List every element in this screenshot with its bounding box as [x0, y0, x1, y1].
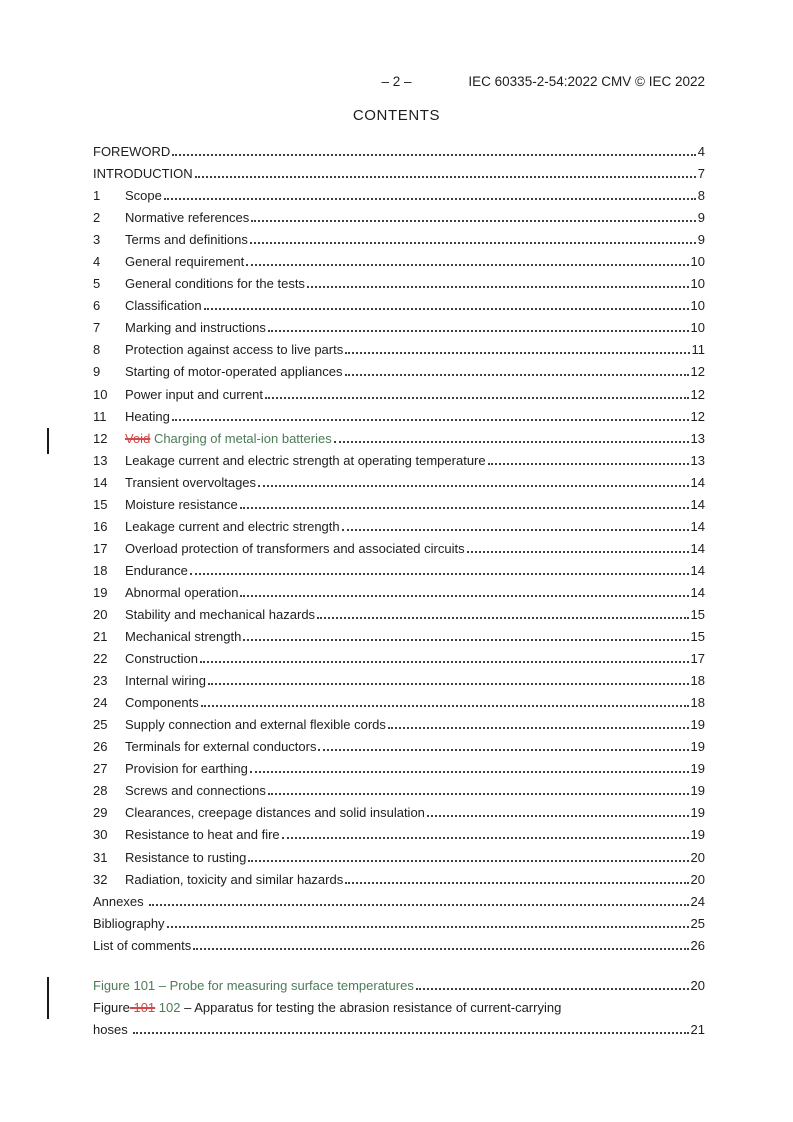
dot-leader: [251, 220, 695, 222]
dot-leader: [307, 286, 689, 288]
page-header: [88, 74, 705, 92]
figure-entry: [93, 1019, 705, 1041]
page-number: 10: [690, 254, 705, 270]
entry-title: [125, 428, 332, 450]
entry-text: Moisture resistance: [125, 496, 238, 512]
entry-title: [125, 339, 343, 361]
entry-title: [125, 295, 202, 317]
page-number: 19: [690, 739, 705, 755]
dot-leader: [200, 661, 689, 663]
toc-entry: [93, 582, 705, 604]
clause-number: 27: [93, 761, 108, 777]
clause-number: 23: [93, 673, 108, 689]
page-number: 20: [690, 871, 705, 887]
entry-title: [125, 626, 241, 648]
clause-number: 1: [93, 188, 101, 204]
header-page-number: – 2 –: [381, 74, 412, 89]
entry-text: Resistance to rusting: [125, 849, 247, 865]
clause-number: 28: [93, 783, 108, 799]
page-number: 26: [690, 937, 705, 953]
entry-title: [93, 913, 165, 935]
dot-leader: [204, 308, 689, 310]
dot-leader: [268, 330, 689, 332]
entry-text: Overload protection of transformers and associated circuits: [125, 540, 465, 556]
toc-entry: [93, 494, 705, 516]
dot-leader: [342, 529, 689, 531]
entry-title: [125, 273, 305, 295]
page-number: 17: [690, 651, 705, 667]
dot-leader: [246, 264, 688, 266]
entry-title: [93, 891, 147, 913]
toc-entry: [93, 339, 705, 361]
entry-title: [125, 714, 386, 736]
clause-number: 5: [93, 276, 101, 292]
table-of-contents: [93, 141, 705, 957]
entry-title: [125, 736, 316, 758]
entry-title: [93, 141, 170, 163]
clause-number: 13: [93, 452, 108, 468]
clause-number: 32: [93, 871, 108, 887]
entry-title: [125, 516, 340, 538]
clause-number: 15: [93, 496, 108, 512]
figure-list: [93, 975, 705, 1041]
page-number: 10: [690, 298, 705, 314]
toc-entry: [93, 295, 705, 317]
clause-number: 19: [93, 584, 108, 600]
dot-leader: [488, 463, 689, 465]
dot-leader: [318, 749, 688, 751]
clause-number: 25: [93, 717, 108, 733]
inserted-text: Charging of metal-ion batteries: [153, 430, 332, 446]
page-number: 19: [690, 827, 705, 843]
clause-number: 12: [93, 430, 108, 446]
entry-text: Endurance: [125, 562, 188, 578]
clause-number: 6: [93, 298, 101, 314]
toc-entry: [93, 450, 705, 472]
clause-number: 17: [93, 540, 108, 556]
entry-text: Radiation, toxicity and similar hazards: [125, 871, 344, 887]
toc-entry: [93, 692, 705, 714]
toc-entry: [93, 604, 705, 626]
deleted-text: 101: [129, 1000, 156, 1016]
page-number: 12: [690, 386, 705, 402]
clause-number: 30: [93, 827, 108, 843]
entry-text: Leakage current and electric strength at operating temperature: [125, 452, 486, 468]
entry-text: Components: [125, 695, 199, 711]
page-number: 20: [690, 849, 705, 865]
toc-entry: [93, 251, 705, 273]
entry-text: Annexes: [93, 893, 148, 909]
clause-number: 26: [93, 739, 108, 755]
page-number: 12: [690, 408, 705, 424]
page-number: 24: [690, 893, 705, 909]
toc-entry: [93, 185, 705, 207]
deleted-text: Void: [125, 430, 151, 446]
page-number: 14: [690, 562, 705, 578]
entry-title: [125, 582, 238, 604]
dot-leader: [268, 793, 689, 795]
page-number: 14: [690, 540, 705, 556]
entry-text: Starting of motor-operated appliances: [125, 364, 343, 380]
page-number: 21: [690, 1022, 705, 1038]
toc-entry: [93, 273, 705, 295]
clause-number: 10: [93, 386, 108, 402]
entry-text: Transient overvoltages: [125, 474, 257, 490]
toc-entry: [93, 560, 705, 582]
clause-number: 31: [93, 849, 108, 865]
entry-title: [125, 361, 343, 383]
entry-text: hoses: [93, 1022, 132, 1038]
entry-title: [125, 406, 170, 428]
toc-entry: [93, 869, 705, 891]
clause-number: 22: [93, 651, 108, 667]
toc-entry: [93, 648, 705, 670]
page-number: 15: [690, 606, 705, 622]
page-number: 19: [690, 761, 705, 777]
toc-entry: [93, 736, 705, 758]
page-number: 7: [697, 166, 705, 182]
entry-title: [125, 494, 238, 516]
toc-entry: [93, 780, 705, 802]
change-bar: [47, 428, 49, 454]
toc-entry: [93, 714, 705, 736]
toc-entry: [93, 428, 705, 450]
clause-number: 8: [93, 342, 101, 358]
page-number: 8: [697, 188, 705, 204]
toc-entry: [93, 207, 705, 229]
toc-entry: [93, 935, 705, 957]
dot-leader: [317, 617, 688, 619]
entry-text: Heating: [125, 408, 170, 424]
dot-leader: [172, 154, 695, 156]
entry-text: Figure: [93, 1000, 130, 1016]
toc-entry: [93, 141, 705, 163]
dot-leader: [133, 1032, 688, 1034]
figure-entry: [93, 975, 705, 997]
entry-text: List of comments: [93, 937, 192, 953]
entry-text: Scope: [125, 188, 162, 204]
entry-title: [93, 975, 414, 997]
page-number: 20: [690, 978, 705, 993]
entry-text: Marking and instructions: [125, 320, 266, 336]
clause-number: 3: [93, 232, 101, 248]
entry-text: Terms and definitions: [125, 232, 248, 248]
toc-entry: [93, 670, 705, 692]
entry-text: Clearances, creepage distances and solid insulation: [125, 805, 425, 821]
clause-number: 9: [93, 364, 101, 380]
entry-title: [125, 780, 266, 802]
page-number: 12: [690, 364, 705, 380]
dot-leader: [240, 595, 688, 597]
entry-text: Supply connection and external flexible cords: [125, 717, 386, 733]
page-number: 13: [690, 430, 705, 446]
clause-number: 11: [93, 408, 107, 424]
page-number: 15: [690, 629, 705, 645]
entry-title: [93, 997, 561, 1019]
entry-text: Leakage current and electric strength: [125, 518, 340, 534]
entry-text: Mechanical strength: [125, 629, 242, 645]
toc-entry: [93, 758, 705, 780]
dot-leader: [240, 507, 689, 509]
dot-leader: [190, 573, 689, 575]
entry-text: Power input and current: [125, 386, 264, 402]
page-number: 14: [690, 518, 705, 534]
entry-text: Construction: [125, 651, 198, 667]
dot-leader: [258, 485, 689, 487]
clause-number: 16: [93, 518, 108, 534]
toc-entry: [93, 163, 705, 185]
toc-entry: [93, 317, 705, 339]
page-number: 18: [690, 673, 705, 689]
page-number: 19: [690, 717, 705, 733]
dot-leader: [282, 837, 689, 839]
dot-leader: [345, 352, 689, 354]
toc-entry: [93, 802, 705, 824]
dot-leader: [172, 419, 689, 421]
entry-text: Stability and mechanical hazards: [125, 606, 316, 622]
toc-entry: [93, 516, 705, 538]
clause-number: 4: [93, 254, 101, 270]
clause-number: 24: [93, 695, 108, 711]
dot-leader: [265, 397, 689, 399]
figure-entry: [93, 997, 705, 1019]
toc-entry: [93, 913, 705, 935]
toc-entry: [93, 406, 705, 428]
dot-leader: [250, 771, 689, 773]
dot-leader: [149, 904, 688, 906]
dot-leader: [243, 639, 688, 641]
dot-leader: [345, 882, 688, 884]
entry-text: Protection against access to live parts: [125, 342, 344, 358]
toc-entry: [93, 472, 705, 494]
dot-leader: [248, 860, 688, 862]
page-number: 25: [690, 915, 705, 931]
dot-leader: [195, 176, 696, 178]
clause-number: 29: [93, 805, 108, 821]
toc-entry: [93, 824, 705, 846]
clause-number: 20: [93, 606, 108, 622]
entry-title: [125, 185, 162, 207]
page-number: 14: [690, 496, 705, 512]
page-number: 10: [690, 276, 705, 292]
entry-text: FOREWORD: [93, 144, 171, 159]
dot-leader: [208, 683, 689, 685]
entry-title: [125, 560, 188, 582]
entry-text: Internal wiring: [125, 673, 206, 689]
entry-title: [125, 384, 263, 406]
entry-title: [125, 472, 256, 494]
entry-text: Abnormal operation: [125, 584, 239, 600]
entry-title: [93, 163, 193, 185]
entry-title: [125, 450, 486, 472]
dot-leader: [250, 242, 696, 244]
entry-title: [125, 692, 199, 714]
dot-leader: [467, 551, 689, 553]
clause-number: 7: [93, 320, 101, 336]
clause-number: 21: [93, 629, 108, 645]
page-number: 9: [697, 232, 705, 248]
entry-title: [125, 317, 266, 339]
page-number: 14: [690, 474, 705, 490]
inserted-text: Figure 101 – Probe for measuring surface temperatures: [93, 978, 414, 993]
dot-leader: [164, 198, 696, 200]
dot-leader: [201, 705, 689, 707]
entry-title: [93, 1019, 131, 1041]
dot-leader: [334, 441, 689, 443]
entry-text: Screws and connections: [125, 783, 266, 799]
toc-entry: [93, 384, 705, 406]
page-number: 19: [690, 783, 705, 799]
page-number: 14: [690, 584, 705, 600]
entry-title: [125, 604, 315, 626]
header-doc-reference: IEC 60335-2-54:2022 CMV © IEC 2022: [468, 74, 705, 89]
toc-entry: [93, 361, 705, 383]
entry-title: [93, 935, 191, 957]
change-bar: [47, 977, 49, 1019]
entry-title: [125, 869, 343, 891]
entry-title: [125, 538, 465, 560]
toc-entry: [93, 538, 705, 560]
entry-title: [125, 229, 248, 251]
toc-entry: [93, 847, 705, 869]
page-number: 19: [690, 805, 705, 821]
entry-title: [125, 802, 425, 824]
entry-text: Resistance to heat and fire: [125, 827, 280, 843]
dot-leader: [167, 926, 689, 928]
entry-text: – Apparatus for testing the abrasion resistance of current-carrying: [180, 1000, 562, 1016]
entry-title: [125, 758, 248, 780]
entry-text: General requirement: [125, 254, 245, 270]
dot-leader: [416, 988, 689, 990]
page-number: 9: [697, 210, 705, 226]
entry-title: [125, 847, 246, 869]
entry-text: Classification: [125, 298, 202, 314]
dot-leader: [345, 374, 689, 376]
entry-text: Bibliography: [93, 915, 165, 931]
page-number: 13: [690, 452, 705, 468]
page-number: 18: [690, 695, 705, 711]
entry-title: [125, 824, 280, 846]
clause-number: 14: [93, 474, 108, 490]
entry-title: [125, 251, 244, 273]
clause-number: 2: [93, 210, 101, 226]
toc-entry: [93, 229, 705, 251]
page-number: 10: [690, 320, 705, 336]
entry-text: Provision for earthing: [125, 761, 248, 777]
dot-leader: [193, 948, 688, 950]
dot-leader: [427, 815, 689, 817]
contents-title: CONTENTS: [352, 107, 441, 124]
clause-number: 18: [93, 562, 108, 578]
entry-text: Terminals for external conductors: [125, 739, 317, 755]
toc-entry: [93, 626, 705, 648]
page-number: 11: [691, 342, 705, 358]
toc-entry: [93, 891, 705, 913]
entry-text: INTRODUCTION: [93, 166, 193, 182]
inserted-text: 102: [158, 1000, 181, 1016]
dot-leader: [388, 727, 689, 729]
entry-title: [125, 670, 206, 692]
entry-text: Normative references: [125, 210, 250, 226]
page-number: 4: [697, 144, 705, 159]
entry-title: [125, 648, 198, 670]
entry-text: General conditions for the tests: [125, 276, 305, 292]
entry-title: [125, 207, 249, 229]
